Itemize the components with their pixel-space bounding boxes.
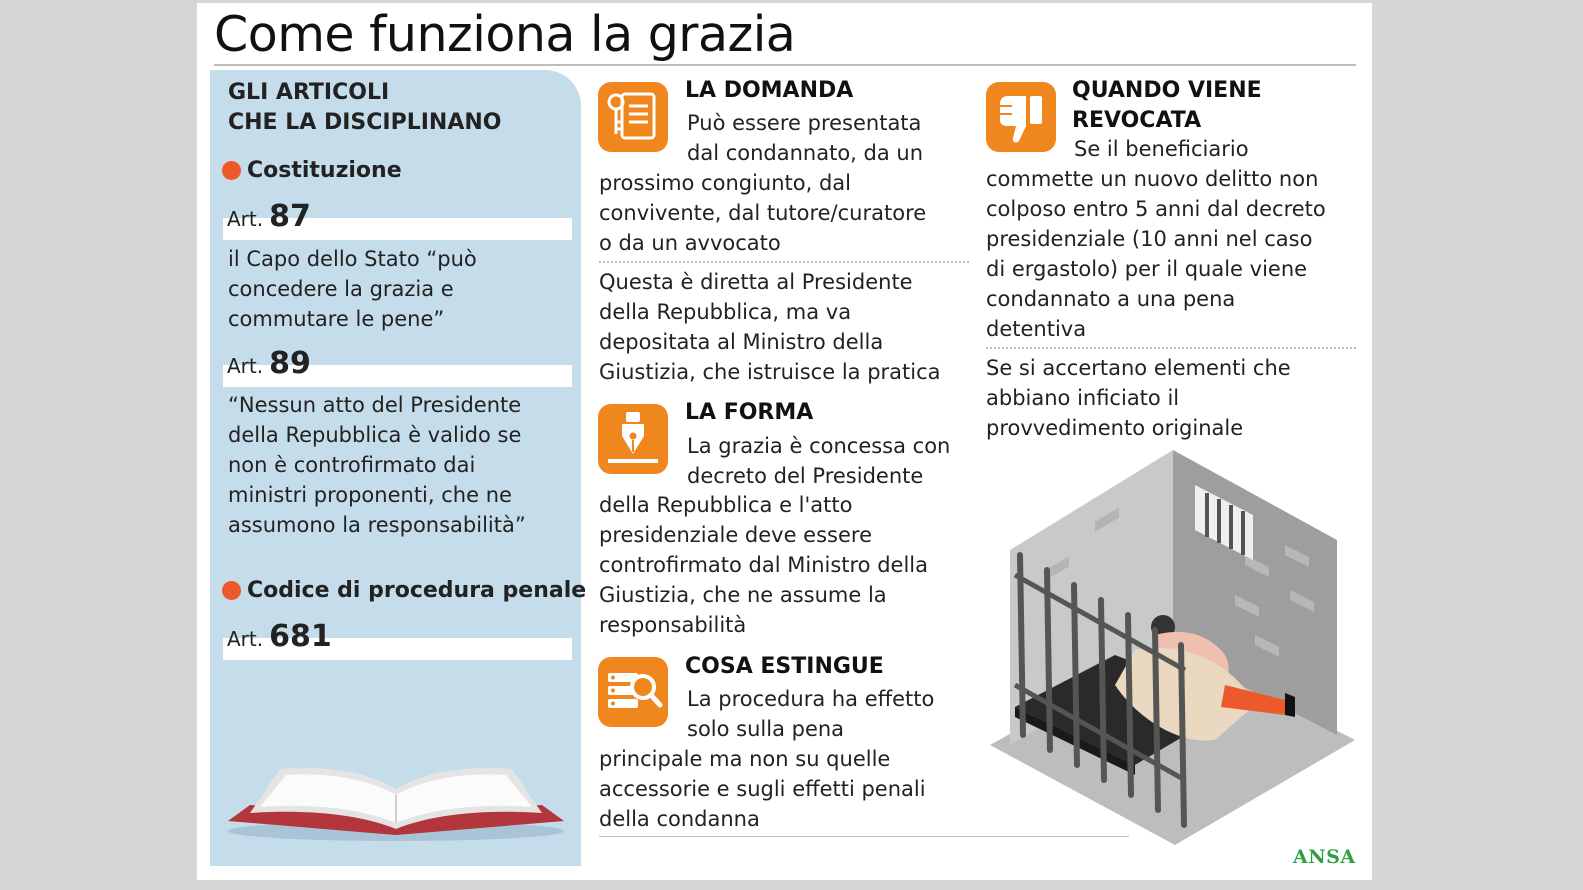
text-line: della Repubblica è valido se — [228, 423, 522, 447]
article-89 — [227, 346, 311, 381]
thumbs-down-icon — [986, 82, 1056, 152]
text-line: Giustizia, che ne assume la — [599, 583, 887, 607]
text-line: della Repubblica e l'atto — [599, 493, 853, 517]
forma-title: LA FORMA — [685, 400, 814, 425]
article-number: 87 — [269, 199, 311, 234]
text-line: convivente, dal tutore/curatore — [599, 201, 927, 225]
text-line: depositata al Ministro della — [599, 330, 884, 354]
article-prefix: Art. — [227, 207, 264, 231]
text-line: “Nessun atto del Presidente — [228, 393, 522, 417]
ansa-logo: ANSA — [1293, 846, 1356, 868]
text-line: solo sulla pena — [687, 717, 845, 741]
text-line: dal condannato, da un — [687, 141, 924, 165]
fountain-pen-icon — [598, 404, 668, 474]
dotted-divider — [599, 261, 969, 263]
revocata-title-line: QUANDO VIENE — [1072, 78, 1262, 103]
text-line: Questa è diretta al Presidente — [599, 270, 913, 294]
text-line: condannato a una pena — [986, 287, 1236, 311]
text-line: concedere la grazia e — [228, 277, 454, 301]
article-89-text — [228, 390, 526, 540]
articles-heading-line: GLI ARTICOLI — [228, 80, 390, 105]
codice-heading — [222, 578, 586, 603]
text-line: commutare le pene” — [228, 307, 445, 331]
article-87-text — [228, 244, 477, 334]
title-divider — [214, 64, 1356, 66]
revocata-title-line: REVOCATA — [1072, 108, 1202, 133]
text-line: principale ma non su quelle — [599, 747, 891, 771]
codice-label: Codice di procedura penale — [247, 578, 587, 603]
article-681 — [227, 619, 332, 654]
articles-heading — [228, 78, 501, 138]
text-line: presidenziale deve essere — [599, 523, 872, 547]
text-line: Può essere presentata — [687, 111, 922, 135]
text-line: il Capo dello Stato “può — [228, 247, 477, 271]
article-87 — [227, 199, 311, 234]
text-line: ministri proponenti, che ne — [228, 483, 512, 507]
text-line: Se il beneficiario — [1074, 137, 1249, 161]
article-prefix: Art. — [227, 627, 264, 651]
document-key-icon — [598, 82, 668, 152]
text-line: detentiva — [986, 317, 1087, 341]
text-line: colposo entro 5 anni dal decreto — [986, 197, 1326, 221]
text-line: di ergastolo) per il quale viene — [986, 257, 1308, 281]
text-line: non è controfirmato dai — [228, 453, 476, 477]
text-line: decreto del Presidente — [687, 464, 924, 488]
text-line: accessorie e sugli effetti penali — [599, 777, 926, 801]
database-search-icon — [598, 657, 668, 727]
text-line: provvedimento originale — [986, 416, 1244, 440]
text-line: La procedura ha effetto — [687, 687, 935, 711]
prison-cell-icon — [985, 445, 1360, 850]
revocata-title — [1072, 76, 1262, 136]
text-line: controfirmato dal Ministro della — [599, 553, 928, 577]
articles-heading-line: CHE LA DISCIPLINANO — [228, 110, 502, 135]
text-line: responsabilità — [599, 613, 747, 637]
text-line: o da un avvocato — [599, 231, 781, 255]
article-number: 681 — [269, 619, 332, 654]
text-line: commette un nuovo delitto non — [986, 167, 1319, 191]
article-number: 89 — [269, 346, 311, 381]
domanda-title: LA DOMANDA — [685, 78, 854, 103]
text-line: prossimo congiunto, dal — [599, 171, 851, 195]
costituzione-heading — [222, 158, 402, 183]
costituzione-label: Costituzione — [247, 158, 402, 183]
text-line: Se si accertano elementi che — [986, 356, 1291, 380]
text-line: assumono la responsabilità” — [228, 513, 526, 537]
open-book-icon — [220, 755, 572, 845]
bullet-dot-icon — [222, 161, 241, 180]
text-line: presidenziale (10 anni nel caso — [986, 227, 1313, 251]
text-line: Giustizia, che istruisce la pratica — [599, 360, 941, 384]
estingue-title: COSA ESTINGUE — [685, 654, 884, 679]
text-line: abbiano inficiato il — [986, 386, 1180, 410]
article-prefix: Art. — [227, 354, 264, 378]
dotted-divider — [986, 347, 1356, 349]
page-title: Come funziona la grazia — [214, 6, 796, 63]
text-line: della Repubblica, ma va — [599, 300, 852, 324]
text-line: La grazia è concessa con — [687, 434, 951, 458]
bullet-dot-icon — [222, 581, 241, 600]
text-line: della condanna — [599, 807, 760, 831]
